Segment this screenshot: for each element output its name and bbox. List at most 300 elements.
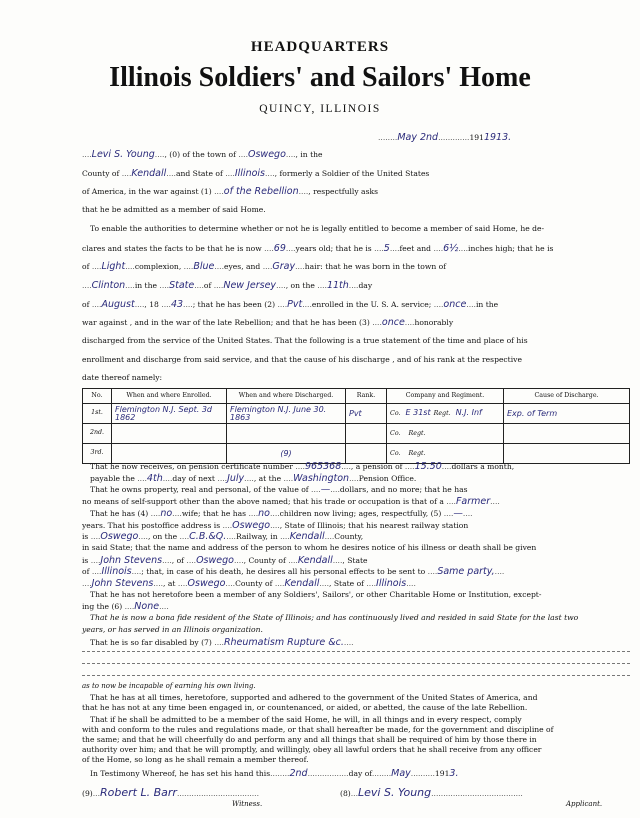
dotted-leader: .... — [406, 579, 416, 588]
handwritten-entry: July — [227, 472, 245, 484]
dotted-leader: .... — [295, 462, 305, 471]
dotted-leader: .... — [134, 299, 145, 309]
handwritten-entry: Farmer — [455, 496, 491, 508]
handwritten-entry: E 31st — [405, 408, 431, 418]
handwritten-entry: 15.50 — [414, 461, 442, 472]
cause-cell — [504, 444, 630, 464]
form-line — [82, 532, 363, 542]
printed-text: eyes, and — [224, 262, 261, 272]
company-regiment-cell — [387, 444, 504, 464]
form-line — [82, 626, 263, 634]
printed-text: , formerly a Soldier of the United States — [274, 168, 430, 178]
handwritten-entry: New Jersey — [223, 279, 277, 291]
applicant-signature: Levi S. Young — [358, 786, 432, 799]
dotted-leader: .... — [153, 579, 164, 588]
dotted-leader: .... — [276, 280, 286, 290]
printed-text: in the war of the late Rebellion; and that he has been (3) — [151, 318, 370, 328]
printed-text: years, or has served in an Illinois organization. — [82, 624, 263, 634]
dotted-leader: .... — [330, 485, 340, 495]
dotted-leader: .... — [225, 579, 236, 588]
handwritten-entry: Levi S. Young — [91, 149, 155, 160]
printed-text: , respectfully asks — [308, 187, 378, 197]
printed-text: is — [82, 555, 89, 565]
printed-text: , and of his rank at the respective — [392, 354, 522, 364]
applicant-number: (8) — [340, 789, 351, 798]
col-header-enrolled: When and where Enrolled. — [112, 389, 227, 404]
dotted-leader: .... — [366, 579, 377, 588]
header-city: QUINCY, ILLINOIS — [259, 103, 381, 115]
form-line — [82, 544, 536, 552]
printed-text: That he owns property, real and personal, of the value of — [90, 485, 309, 495]
handwritten-entry: Oswego — [196, 554, 234, 566]
dotted-leader: .... — [131, 567, 142, 577]
dotted-leader: .... — [159, 602, 169, 612]
printed-text: That he has not heretofore been a member of any Soldiers', Sailors', or other Charitable Home or Institution, except- — [90, 589, 542, 599]
dotted-leader: .... — [311, 485, 321, 495]
dotted-leader: .... — [124, 602, 135, 612]
dotted-leader: .... — [91, 567, 102, 577]
printed-text: date — [82, 373, 99, 383]
dotted-leader: .... — [183, 262, 194, 272]
form-line — [82, 300, 498, 310]
dotted-leader: .... — [298, 187, 309, 197]
printed-text: Railway, in — [235, 532, 278, 542]
header-home-title: Illinois Soldiers' and Sailors' Home — [109, 62, 531, 93]
dotted-leader: .... — [332, 555, 343, 565]
handwritten-entry: 5 — [383, 242, 390, 254]
form-line — [90, 614, 578, 622]
rank-cell — [346, 424, 387, 444]
date-handwritten: May 2nd — [397, 132, 439, 143]
col-header-rank: Rank. — [346, 389, 387, 404]
dotted-leader: .... — [274, 579, 285, 588]
dotted-leader: .... — [166, 168, 176, 178]
dotted-leader: .... — [349, 473, 359, 483]
printed-text: ing the (6) — [82, 602, 123, 612]
printed-text: against — [170, 187, 199, 197]
dotted-leader: .... — [154, 150, 165, 159]
dotted-leader: .... — [374, 243, 384, 253]
dotted-leader: .... — [162, 555, 172, 565]
enrolled-cell: Flemington N.J. Sept. 3d 1862 — [112, 404, 227, 424]
dotted-leader: .... — [226, 532, 236, 542]
blank-line-2 — [82, 663, 630, 664]
dotted-leader: .... — [214, 187, 224, 197]
handwritten-entry: — — [320, 484, 331, 496]
printed-text: and State of — [175, 168, 223, 178]
printed-text: County of — [82, 168, 120, 178]
form-line — [82, 281, 372, 291]
handwritten-entry: N.J. Inf — [455, 408, 482, 418]
date-year-handwritten: 1913. — [483, 132, 512, 143]
printed-text: Regt. — [408, 430, 426, 438]
printed-text: payable the — [90, 473, 135, 483]
handwritten-entry: August — [101, 298, 135, 310]
printed-text: That he is now a bona fide resident of the State of Illinois; and has continuously lived and resided in said State for the last two — [90, 613, 579, 623]
dotted-leader: .... — [150, 508, 161, 518]
handwritten-entry: Oswego — [100, 531, 139, 543]
handwritten-entry: 965368 — [304, 461, 342, 472]
table-row — [83, 444, 630, 464]
adherence-line-2: that he has not at any time been engaged in, or countenanced, or aided, or abetted, the cause of the late Rebellion. — [82, 703, 528, 712]
printed-text: is — [82, 532, 89, 542]
col-header-no: No. — [83, 389, 112, 404]
dotted-leader: .... — [162, 473, 173, 483]
row-number: 1st. — [83, 404, 112, 424]
form-line — [90, 474, 416, 484]
discharged-cell: Flemington N.J. June 30. 1863 — [227, 404, 346, 424]
printed-text: , State of — [329, 579, 364, 588]
witness-label: Witness. — [232, 800, 263, 808]
row-number: 3rd. — [83, 444, 112, 464]
handwritten-entry: Illinois — [376, 578, 407, 589]
dotted-leader: .... — [462, 508, 473, 518]
handwritten-entry: Washington — [293, 472, 350, 484]
dotted-leader: .... — [270, 508, 280, 518]
form-line — [90, 638, 354, 648]
dotted-leader: .... — [427, 567, 438, 577]
form-line — [90, 485, 468, 495]
form-line — [82, 567, 504, 577]
printed-text: war — [82, 318, 97, 328]
dotted-leader: .... — [324, 532, 335, 542]
discharged-cell: (9) — [227, 444, 346, 464]
dotted-leader: .... — [295, 262, 305, 272]
dotted-leader: .... — [125, 262, 135, 272]
printed-text: years. That his postoffice address is — [82, 520, 221, 530]
incapable-line: as to now be incapable of earning his own living. — [82, 682, 256, 690]
dotted-leader: .... — [404, 318, 415, 328]
dotted-leader: .... — [172, 508, 182, 518]
dotted-leader: .... — [138, 532, 148, 542]
col-header-company: Company and Regiment. — [387, 389, 504, 404]
testimony-line: In Testimony Whereof, he has set his hand this........2nd.................day of........May..........1913. — [90, 768, 459, 779]
dotted-leader: .... — [217, 473, 228, 483]
dotted-leader: .... — [277, 299, 288, 309]
dotted-leader: .... — [82, 579, 92, 588]
handwritten-entry: Pvt — [287, 298, 303, 310]
handwritten-entry: C.B.&Q. — [189, 531, 227, 543]
printed-text: Co. — [390, 450, 401, 458]
printed-text: wife; that he has — [181, 508, 247, 518]
form-line — [82, 497, 500, 507]
handwritten-entry: John Stevens — [91, 578, 154, 589]
applicant-label: Applicant. — [566, 800, 603, 808]
witness-number: (9) — [82, 789, 93, 798]
table-header-row — [83, 389, 630, 404]
printed-text: ; that he has been (2) — [192, 299, 276, 309]
dotted-leader: .... — [404, 462, 415, 471]
printed-text: County, — [334, 532, 364, 542]
printed-text: of — [203, 280, 212, 290]
printed-text: , on the — [147, 532, 178, 542]
handwritten-entry: Kendall — [284, 578, 320, 589]
witness-signature: Robert L. Barr — [100, 786, 177, 799]
company-regiment-cell — [387, 424, 504, 444]
dotted-leader: .... — [90, 555, 101, 565]
printed-text: in the — [134, 280, 157, 290]
dotted-leader: .... — [91, 299, 102, 309]
dotted-leader: .... — [285, 243, 296, 253]
printed-text: of — [82, 262, 90, 272]
printed-text: dollars, and no more; that he has — [339, 485, 468, 495]
form-line — [82, 187, 378, 197]
blank-line-1 — [82, 651, 630, 652]
form-line — [82, 579, 416, 589]
dotted-leader: .... — [214, 262, 225, 272]
handwritten-entry: Illinois — [101, 566, 132, 578]
dotted-leader: .... — [222, 520, 233, 530]
printed-text: , State of Illinois; that his nearest railway station — [279, 520, 469, 530]
cause-cell — [504, 424, 630, 444]
witness-signature-line: (9)...Robert L. Barr.................................. — [82, 786, 260, 799]
printed-text: Co. — [390, 430, 401, 438]
printed-text: That he now receives, on pension certificate number — [90, 462, 293, 471]
dotted-leader: .... — [270, 520, 280, 530]
testimony-month: May — [391, 768, 411, 779]
printed-text: of America, in the war — [82, 187, 168, 197]
printed-text: and discharge — [126, 354, 182, 364]
printed-text: That he is so far disabled by (7) — [90, 637, 212, 647]
dotted-leader: .... — [280, 532, 290, 542]
dotted-leader: .... — [248, 508, 259, 518]
dotted-leader: .... — [183, 299, 193, 309]
dotted-leader: .... — [264, 243, 274, 253]
printed-text: complexion, — [134, 262, 182, 272]
handwritten-entry: Gray — [272, 261, 296, 273]
printed-text: , State — [342, 555, 368, 565]
form-line — [90, 462, 514, 472]
dotted-leader: .... — [319, 579, 330, 588]
conform-line-5: of the Home, so long as he shall remain a member thereof. — [82, 755, 309, 764]
printed-text: that he be admitted as a member of said Home. — [82, 205, 266, 215]
printed-text: children now living; ages, respectfully, (5) — [279, 508, 442, 518]
printed-text: thereof namely: — [101, 373, 163, 383]
dotted-leader: .... — [177, 579, 188, 588]
printed-text: against — [99, 318, 128, 328]
form-line — [82, 318, 453, 328]
printed-text: inches high; that he is — [468, 243, 554, 253]
dotted-leader: .... — [494, 567, 505, 577]
header-headquarters: HEADQUARTERS — [250, 39, 390, 55]
conform-line-3: the same; and that he will cheerfully do and perform any and all things that shall be required of him by those there in — [82, 735, 537, 744]
table-row — [83, 424, 630, 444]
handwritten-entry: John Stevens — [100, 554, 163, 566]
form-line — [82, 244, 553, 254]
dotted-leader: .... — [343, 637, 354, 647]
dotted-leader: .... — [433, 243, 444, 253]
printed-text: dollars a month, — [451, 462, 515, 471]
printed-text: , in the — [295, 150, 323, 159]
printed-text: in the — [475, 299, 499, 309]
dotted-leader: .... — [90, 532, 101, 542]
date-year-printed: 191 — [469, 133, 484, 142]
handwritten-entry: Light — [101, 261, 126, 273]
date-line: ........May 2nd.............1911913. — [378, 132, 512, 143]
dotted-leader: .... — [194, 280, 204, 290]
dotted-leader: .... — [262, 262, 273, 272]
dotted-leader: .... — [238, 150, 248, 159]
form-line — [82, 337, 528, 345]
handwritten-entry: Oswego — [187, 578, 226, 589]
dotted-leader: .... — [466, 299, 476, 309]
printed-text: That he has (4) — [90, 508, 149, 518]
printed-text: , at — [163, 579, 176, 588]
printed-text: , a pension of — [350, 462, 403, 471]
printed-text: and place — [466, 336, 505, 345]
form-line — [82, 602, 169, 612]
handwritten-entry: no — [160, 507, 173, 519]
dotted-leader: .... — [285, 150, 296, 159]
dotted-leader: .... — [443, 508, 454, 518]
enrolled-cell — [112, 444, 227, 464]
testimony-year-printed: 191 — [434, 769, 450, 778]
dotted-leader: .... — [91, 262, 102, 272]
form-line — [90, 591, 541, 599]
dotted-leader: .... — [244, 473, 254, 483]
handwritten-entry: State — [169, 279, 195, 291]
applicant-signature-line: (8)...Levi S. Young...................................... — [340, 786, 523, 799]
dotted-leader: .... — [125, 280, 135, 290]
printed-text: hair: that he was born in the town of — [304, 262, 447, 272]
printed-text: years old; that he is — [295, 243, 372, 253]
printed-text: ; that, in case of his death, he desires all his personal effects to be sent to — [141, 567, 426, 577]
col-header-cause: Cause of Discharge. — [504, 389, 630, 404]
handwritten-entry: 6½ — [443, 242, 459, 254]
handwritten-entry: of the Rebellion — [223, 186, 299, 198]
rank-cell — [346, 444, 387, 464]
dotted-leader: .... — [283, 473, 294, 483]
printed-text: day — [358, 280, 373, 290]
form-line — [90, 509, 473, 519]
dotted-leader: .... — [302, 299, 312, 309]
printed-text: (1) — [200, 187, 212, 197]
handwritten-entry: Kendall — [131, 167, 167, 179]
handwritten-entry: once — [381, 317, 405, 329]
testimony-day: 2nd — [289, 768, 308, 779]
handwritten-entry: Clinton — [91, 279, 126, 291]
service-table — [82, 388, 630, 464]
blank-line-3 — [82, 675, 630, 676]
printed-text: clares and states the facts to be that he is now — [82, 243, 262, 253]
form-line — [90, 225, 544, 233]
printed-text: enrollment — [82, 354, 125, 364]
enrolled-cell — [112, 424, 227, 444]
dotted-leader: .... — [265, 168, 275, 178]
printed-text: day of next — [172, 473, 215, 483]
table-row — [83, 404, 630, 424]
rank-cell: Pvt — [346, 404, 387, 424]
printed-text: , and — [129, 318, 149, 328]
printed-text: of — [82, 567, 90, 577]
cause-cell: Exp. of Term — [504, 404, 630, 424]
printed-text: , on the — [285, 280, 315, 290]
printed-text: Regt. — [408, 450, 426, 458]
printed-text: honorably — [414, 318, 454, 328]
handwritten-entry: Oswego — [232, 519, 271, 531]
dotted-leader: .... — [186, 555, 197, 565]
conform-line-4: authority over him; and that he will promptly, and willingly, obey all lawful orders that he shall receive from any officer — [82, 745, 542, 754]
handwritten-entry: None — [134, 601, 160, 613]
dotted-leader: .... — [348, 280, 359, 290]
handwritten-entry: Kendall — [297, 554, 333, 566]
conform-line-2: with and conform to the rules and regulations made, or that shall hereafter be made, for the government and discipline of — [82, 725, 554, 734]
dotted-leader: .... — [446, 497, 456, 507]
dotted-leader: .... — [458, 243, 469, 253]
dotted-leader: .... — [225, 168, 235, 178]
dotted-leader: .... — [490, 497, 500, 507]
handwritten-entry: Same party, — [437, 566, 495, 578]
form-line — [82, 521, 468, 531]
dotted-leader: .... — [441, 462, 452, 471]
form-line — [82, 169, 429, 179]
dotted-leader: .... — [159, 280, 170, 290]
handwritten-entry: Rheumatism Rupture &c. — [223, 636, 344, 648]
dotted-leader: .... — [121, 168, 132, 178]
printed-text: , at the — [253, 473, 282, 483]
testimony-text-a: In Testimony Whereof, he has set his hand this — [90, 769, 271, 778]
dotted-leader: .... — [317, 280, 327, 290]
handwritten-entry: Kendall — [289, 531, 325, 543]
dotted-leader: .... — [82, 150, 92, 159]
testimony-year-hw: 3. — [449, 768, 459, 779]
handwritten-entry: 43 — [170, 298, 184, 310]
handwritten-entry: once — [443, 298, 467, 310]
printed-text: Pension Office. — [358, 473, 417, 483]
dotted-leader: .... — [341, 462, 351, 471]
handwritten-entry: no — [258, 507, 270, 519]
col-header-discharged: When and where Discharged. — [227, 389, 346, 404]
form-line — [82, 262, 446, 272]
dotted-leader: .... — [233, 555, 244, 565]
printed-text: , County of — [243, 555, 286, 565]
handwritten-entry: — — [453, 507, 463, 519]
dotted-leader: .... — [179, 532, 190, 542]
dotted-leader: .... — [433, 299, 444, 309]
dotted-leader: .... — [372, 318, 382, 328]
printed-text: in said State; that the name and address of the person to whom he desires notice of his illness or death shall be given — [82, 542, 537, 552]
handwritten-entry: 69 — [273, 242, 286, 254]
printed-text: no means of self-support other than the above named; that his trade or occupation is that of a — [82, 497, 444, 507]
printed-text: of his — [506, 336, 528, 345]
printed-text: of — [82, 299, 90, 309]
handwritten-entry: Blue — [193, 261, 215, 273]
conform-line-1: That if he shall be admitted to be a member of the said Home, he will, in all things and in every respect, comply — [90, 715, 522, 724]
printed-text: Regt. — [433, 410, 451, 418]
printed-text: , 18 — [144, 299, 159, 309]
printed-text: discharged from the service of the United States. That the following is a true statement of the time — [82, 336, 465, 345]
printed-text: County of — [235, 579, 273, 588]
handwritten-entry: Oswego — [248, 149, 286, 160]
printed-text: , (0) of the town of — [164, 150, 236, 159]
printed-text: enrolled in the U. S. A. service; — [311, 299, 432, 309]
form-line — [82, 356, 522, 364]
form-line — [82, 374, 162, 382]
form-line — [82, 206, 266, 214]
printed-text: To enable the authorities to determine whether or not he is legally entitled to become a member of said Home, he de- — [90, 223, 545, 233]
dotted-leader: .... — [213, 280, 224, 290]
printed-text: from said service, and that the cause of his discharge — [183, 354, 390, 364]
handwritten-entry: 11th — [326, 279, 349, 291]
handwritten-entry: 4th — [146, 472, 163, 484]
discharged-cell — [227, 424, 346, 444]
dotted-leader: .... — [389, 243, 400, 253]
printed-text: Co. — [390, 410, 401, 418]
printed-text: feet and — [399, 243, 432, 253]
dotted-leader: .... — [288, 555, 298, 565]
adherence-line-1: That he has at all times, heretofore, supported and adhered to the government of the United States of America, and — [90, 693, 538, 702]
row-number: 2nd. — [83, 424, 112, 444]
